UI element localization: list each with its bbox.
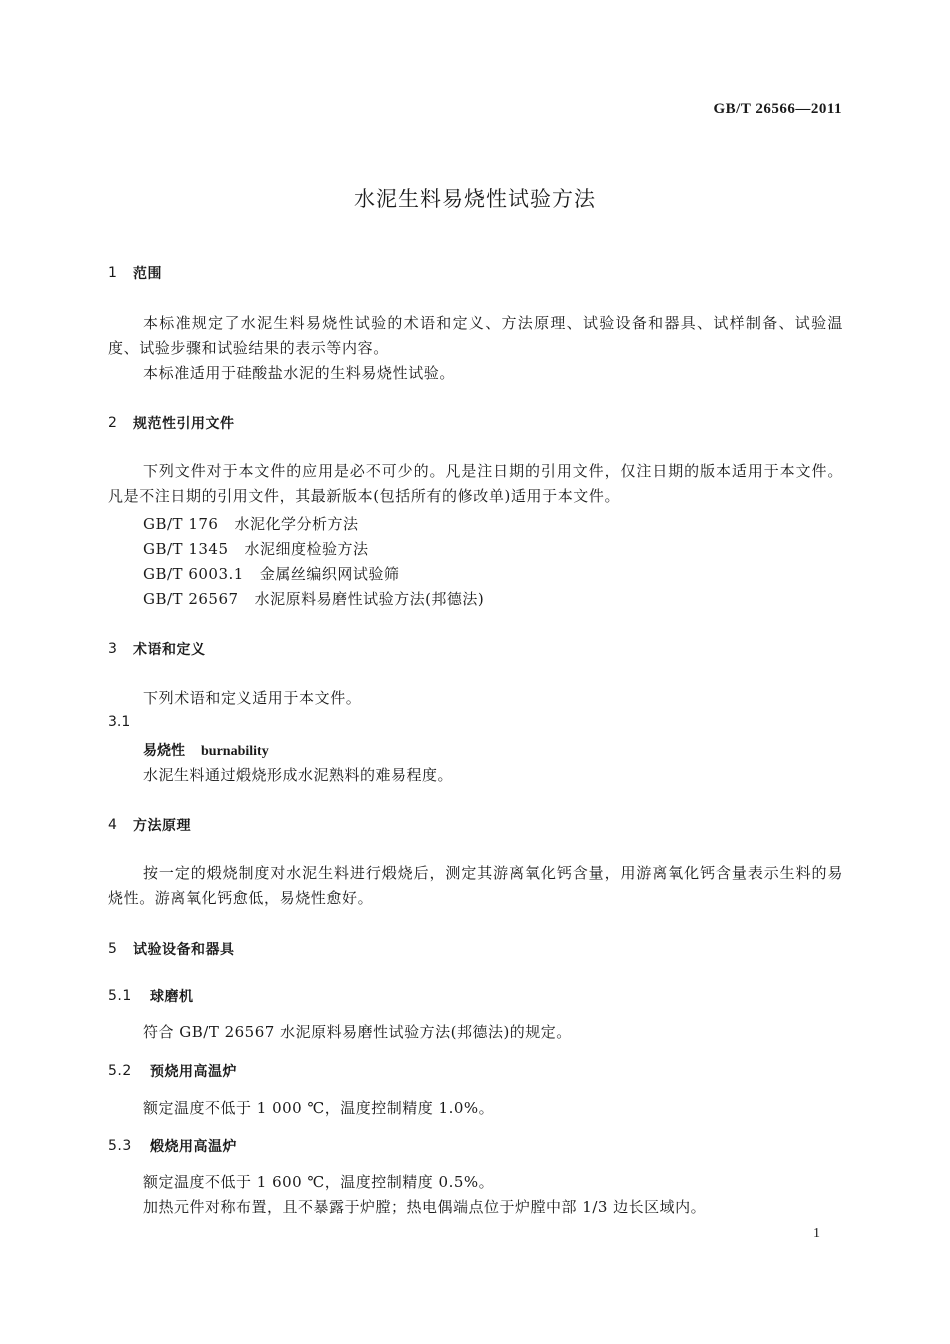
reference-name: 水泥细度检验方法 (244, 540, 369, 558)
subsection-5-3-heading (108, 1136, 237, 1156)
reference-item (143, 513, 358, 534)
section-number: 2 (108, 415, 118, 431)
term-definition: 水泥生料通过煅烧形成水泥熟料的难易程度。 (143, 766, 454, 784)
section-number: 4 (108, 817, 118, 833)
page-number: 1 (813, 1226, 820, 1241)
term-number: 3.1 (108, 714, 131, 730)
subsection-number: 5.1 (108, 988, 132, 1004)
subsection-title: 预烧用高温炉 (150, 1064, 237, 1080)
section-2-heading (108, 413, 235, 433)
section-title: 方法原理 (133, 818, 191, 834)
section-number: 3 (108, 641, 118, 657)
term-chinese: 易烧性 (143, 743, 185, 759)
section-title: 范围 (133, 266, 162, 282)
section-title: 试验设备和器具 (133, 942, 235, 958)
section-title: 术语和定义 (133, 642, 206, 658)
section-5-heading (108, 939, 235, 959)
section-4-heading (108, 815, 191, 835)
paragraph: 本标准适用于硅酸盐水泥的生料易烧性试验。 (143, 364, 456, 382)
paragraph: 按一定的煅烧制度对水泥生料进行煅烧后，测定其游离氧化钙含量，用游离氧化钙含量表示生料的易烧性。游离氧化钙愈低，易烧性愈好。 (108, 864, 843, 907)
reference-code: GB/T 26567 (143, 590, 239, 608)
term-entry (143, 740, 269, 760)
subsection-5-2-heading (108, 1061, 237, 1081)
section-number: 1 (108, 265, 118, 281)
document-title: 水泥生料易烧性试验方法 (354, 187, 596, 211)
reference-name: 水泥原料易磨性试验方法(邦德法) (254, 590, 485, 608)
section-3-heading (108, 639, 206, 659)
subsection-number: 5.3 (108, 1138, 132, 1154)
reference-item (143, 588, 484, 609)
paragraph: 本标准规定了水泥生料易烧性试验的术语和定义、方法原理、试验设备和器具、试样制备、试验温度、试验步骤和试验结果的表示等内容。 (108, 314, 843, 357)
reference-name: 水泥化学分析方法 (234, 515, 359, 533)
section-1-heading (108, 263, 162, 283)
reference-item (143, 538, 369, 559)
subsection-text: 额定温度不低于 1 600 ℃，温度控制精度 0.5%。 (143, 1173, 495, 1191)
reference-item (143, 563, 399, 584)
subsection-text: 额定温度不低于 1 000 ℃，温度控制精度 1.0%。 (143, 1099, 495, 1117)
paragraph: 下列术语和定义适用于本文件。 (143, 689, 362, 707)
reference-code: GB/T 6003.1 (143, 565, 244, 583)
standard-code: GB/T 26566—2011 (713, 101, 842, 117)
subsection-text: 加热元件对称布置，且不暴露于炉膛；热电偶端点位于炉膛中部 1/3 边长区域内。 (143, 1198, 707, 1216)
subsection-title: 球磨机 (150, 989, 194, 1005)
reference-name: 金属丝编织网试验筛 (259, 565, 400, 583)
paragraph: 下列文件对于本文件的应用是必不可少的。凡是注日期的引用文件，仅注日期的版本适用于本文件。凡是不注日期的引用文件，其最新版本(包括所有的修改单)适用于本文件。 (108, 462, 843, 505)
subsection-number: 5.2 (108, 1063, 132, 1079)
section-title: 规范性引用文件 (133, 416, 235, 432)
subsection-text: 符合 GB/T 26567 水泥原料易磨性试验方法(邦德法)的规定。 (143, 1023, 572, 1041)
term-english: burnability (201, 744, 269, 759)
subsection-title: 煅烧用高温炉 (150, 1139, 237, 1155)
reference-code: GB/T 176 (143, 515, 219, 533)
section-number: 5 (108, 941, 118, 957)
reference-code: GB/T 1345 (143, 540, 229, 558)
subsection-5-1-heading (108, 986, 194, 1006)
